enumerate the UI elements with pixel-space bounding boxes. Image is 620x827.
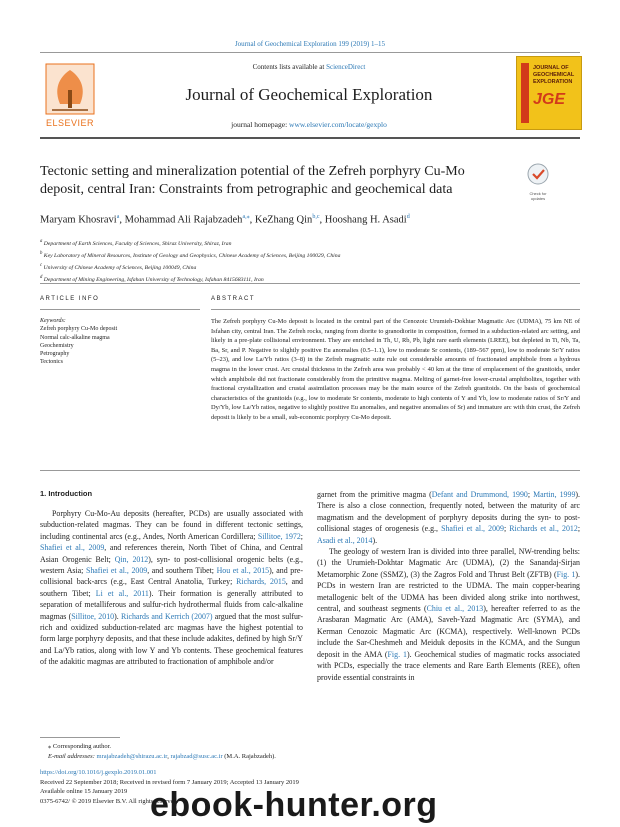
author-name[interactable]: Maryam Khosravi: [40, 214, 117, 226]
body-text: ;: [577, 524, 581, 534]
body-text: , and southern Tibet;: [40, 577, 303, 598]
body-text: ;: [300, 531, 303, 541]
watermark-text: ebook-hunter.org: [150, 786, 438, 824]
email-suffix: (M.A. Rajabzadeh).: [222, 753, 276, 760]
citation-link[interactable]: Richards and Kerrich (2007): [121, 611, 213, 621]
body-text: Porphyry Cu-Mo-Au deposits (hereafter, PCDs) are usually associated with subduction-related magmas. They can be found in different tectonic settings, including continental arcs (e.g., Andes, North American Cordillera;: [40, 509, 303, 541]
body-text: ). PCDs in western Iran are restricted to the UDMA. The main copper-bearing metallogenic belt of the UDMA has been divided along strike into northwest, central, and southeast segments (: [317, 569, 580, 614]
affiliation-mark: b: [40, 250, 43, 256]
citation-link[interactable]: Shafiei et al., 2009: [40, 543, 105, 553]
body-text: argued that the most sulfur-rich and oxidized subduction-related arc magmas have the highest potential to form large porphyry deposits, and that these include adakites, defined by high Sr/Y and La/Yb ratios, along with low Y and Yb contents. These geochemical features of the adakitic magmas are attributed to fractionation of amphibole and/or: [40, 611, 304, 667]
body-text: ), and pre-collisional back-arcs (e.g., East Central Anatolia, Turkey;: [40, 566, 303, 587]
abstract-bottom-rule: [40, 470, 580, 471]
homepage-link[interactable]: www.elsevier.com/locate/gexplo: [289, 120, 387, 129]
abstract-text: The Zefreh porphyry Cu-Mo deposit is located in the central part of the Cenozoic Urumieh-Dokhtar Magmatic Arc (UDMA), 75 km NE of Isfahan city, central Iran. The Zefreh rocks, ranging from diorite to granodiorite in composition, formed in a subduction-related arc setting, and likely in a pre-plate collisional environment. They are enriched in Th, U, Rb, Pb, light rare earth elements (LREE), but depleted in Ti, Nb, Ta, Ba, Sr, and P. Negative to slightly positive Eu anomalies (0.5–1.1), low to moderate Sr contents, (189–567 ppm), low to moderate Sr/Y ratios (5–23), and low La/Yb ratios (3–8) in the Zefreh magmatic suite rule out considerable amounts of fractionated amphibole from a hydrous magma in the lower crust. Arc crustal thickness in the Zefreh area was probably < 40 km at the time of emplacement of the granitoids, under which amphibole did not fractionate considerably from the primitive magma. Melting of garnet-free lower-crustal amphibolites, together with fractional crystallization and crustal assimilation processes may be the main source of the Zefreh granitoids. On the basis of geochemical characteristics of the granitoids (e.g., low to moderate Sr contents, moderate to high contents of Y and Yb, low to moderate ratios of Sr/Y and Dy/Yb, low La/Yb ratios, negative to slightly positive Eu anomalies, and negative anomalies of Sr) and immature arc with thin crust, the Zefreh deposit is likely to be a small, sub-economic porphyry Cu-Mo deposit.: [211, 318, 580, 421]
body-text: , and southern Tibet;: [147, 566, 217, 576]
article-info-rule: [40, 309, 200, 310]
author-affiliation-mark[interactable]: a,⁎: [242, 214, 250, 220]
author-name[interactable]: Hooshang H. Asadi: [324, 214, 407, 226]
citation-link[interactable]: Hou et al., 2015: [216, 566, 270, 576]
contents-line: [110, 63, 508, 71]
citation-link[interactable]: Richards et al., 2012: [509, 524, 578, 534]
corresponding-author-note: ⁎ Corresponding author.: [48, 743, 112, 750]
keyword: Normal calc-alkaline magma: [40, 334, 110, 341]
body-text: ), syn- to post-collisional orogenic belts (e.g., western Asia;: [40, 554, 303, 576]
body-text: ).: [372, 535, 378, 545]
article-info-heading: ARTICLE INFO: [40, 296, 100, 302]
homepage-prefix: journal homepage:: [231, 120, 290, 129]
email-link[interactable]: rajabzad@susc.ac.ir: [170, 753, 223, 760]
check-updates-icon: [522, 162, 554, 186]
citation-link[interactable]: Shafiei et al., 2009: [85, 566, 148, 576]
body-paragraph: [317, 489, 580, 546]
body-text: , and references therein, North Tibet of China, and Central Asian Orogenic Belt;: [40, 543, 304, 564]
affiliation: [40, 249, 580, 261]
received-dates: Received 22 September 2018; Received in revised form 7 January 2019; Accepted 13 January 2019: [40, 778, 299, 786]
email-link[interactable]: mrajabzadeh@shirazu.ac.ir: [96, 753, 168, 760]
journal-homepage: [110, 120, 508, 129]
keyword: Petrography: [40, 351, 70, 358]
citation-link[interactable]: Shafiei et al., 2009: [441, 524, 504, 534]
copyright: 0375-6742/ © 2019 Elsevier B.V. All rights reserved.: [40, 797, 179, 805]
author-list: Maryam Khosravi$^a$, Mohammad Ali Rajabzadeh$^{a,⁎}$, KeZhang Qin$^{b,c}$, Hooshang H. Asadi$^d$: [40, 214, 410, 226]
cover-title-line: EXPLORATION: [533, 79, 573, 85]
author-affiliation-mark[interactable]: a: [116, 214, 120, 220]
citation-link[interactable]: Li et al., 2011: [95, 588, 149, 598]
author-affiliation-mark[interactable]: d: [406, 214, 410, 220]
check-for-updates-badge[interactable]: [522, 162, 554, 201]
body-paragraph: [40, 508, 303, 668]
citation-link[interactable]: Martin, 1999: [533, 490, 576, 499]
affiliation-text: Department of Mining Engineering, Isfahan University of Technology, Isfahan 8415683111, Iran: [43, 276, 264, 283]
keyword: Geochemistry: [40, 342, 74, 349]
abstract-rule: [211, 309, 580, 310]
body-text: ;: [527, 490, 534, 499]
affiliation-text: University of Chinese Academy of Sciences, Beijing 100049, China: [43, 264, 197, 271]
affiliation-mark: a: [40, 239, 43, 244]
article-title: Tectonic setting and mineralization potential of the Zefreh porphyry Cu-Mo deposit, central Iran: Constraints from petrographic and geochemical data: [40, 164, 465, 197]
author-name[interactable]: Mohammad Ali Rajabzadeh: [124, 214, 243, 226]
body-text: garnet from the primitive magma (: [317, 490, 432, 499]
sciencedirect-link[interactable]: ScienceDirect: [326, 63, 366, 71]
check-updates-label: Check for updates: [529, 191, 547, 201]
cover-abbrev: JGE: [533, 91, 566, 108]
affiliation-mark: c: [40, 262, 43, 268]
elsevier-logo: [40, 60, 100, 132]
doi-link[interactable]: https://doi.org/10.1016/j.gexplo.2019.01.001: [40, 769, 157, 776]
citation-link[interactable]: Fig. 1: [556, 569, 576, 579]
affiliation-mark: d: [40, 274, 43, 280]
keywords-block: [40, 317, 200, 367]
affiliations: [40, 237, 580, 285]
contents-prefix: Contents lists available at: [252, 63, 327, 71]
citation-link[interactable]: Asadi et al., 2014: [317, 535, 373, 545]
cover-title-line: GEOCHEMICAL: [533, 72, 575, 78]
citation-link[interactable]: Sillitoe, 1972: [257, 531, 301, 541]
section-heading-introduction: 1. Introduction: [40, 489, 93, 498]
body-text: The geology of western Iran is divided into three parallel, NW-trending belts: (1) the Urumieh-Dokhtar Magmatic Arc (UDMA), (2) the Sanandaj-Sirjan Metamorphic Zone (SSMZ), (3) the Zagros Fold and Thrust Belt (ZFTB) (: [317, 547, 580, 579]
author-affiliation-mark[interactable]: b,c: [312, 214, 320, 220]
cover-stripe: [521, 63, 529, 123]
online-date: Available online 15 January 2019: [40, 788, 128, 795]
affiliation-text: Department of Earth Sciences, Faculty of Sciences, Shiraz University, Shiraz, Iran: [43, 240, 232, 247]
affiliation-text: Key Laboratory of Mineral Resources, Institute of Geology and Geophysics, Chinese Academy of Sciences, Beijing 100029, China: [43, 252, 341, 259]
citation-link[interactable]: Fig. 1: [387, 649, 407, 659]
header-rule-bottom: [40, 137, 580, 139]
author-name[interactable]: KeZhang Qin: [254, 214, 313, 226]
body-paragraph: [317, 546, 580, 683]
citation-link[interactable]: Sillitoe, 2010: [71, 611, 115, 621]
affiliation: [40, 261, 580, 273]
email-label: E-mail addresses:: [48, 753, 97, 760]
footnote-rule: [40, 737, 120, 738]
body-text: ;: [503, 524, 510, 534]
header-rule-top: [40, 52, 580, 53]
abstract-heading: ABSTRACT: [211, 296, 256, 302]
body-text: ), hereafter referred to as the Arasbaran Magmatic Arc (AMA), Saveh-Yazd Magmatic Arc (SYMA), and Kerman Cenozoic Magmatic Arc (KCMA), respectively. Well-known PCDs include the Sar-Cheshmeh and Meiduk deposits in the KCMA, and the Sungun deposit in the AMA (: [317, 604, 580, 659]
keyword: Tectonics: [40, 359, 63, 366]
journal-cover[interactable]: [516, 56, 582, 130]
publisher-name: ELSEVIER: [45, 118, 95, 128]
citation-link[interactable]: Qin, 2012: [114, 554, 149, 564]
email-line: [40, 752, 580, 762]
affiliation: [40, 237, 580, 249]
body-text: ). Their formation is generally attributed to separation of metalliferous and sulfur-rich hydrothermal fluids from calc-alkaline magmas (: [40, 588, 303, 621]
citation-link[interactable]: Defant and Drummond, 1990: [431, 490, 528, 499]
journal-citation[interactable]: Journal of Geochemical Exploration 199 (2019) 1–15: [234, 40, 386, 48]
body-column-left: [40, 508, 303, 668]
cover-title-line: JOURNAL OF: [533, 65, 569, 71]
footnote: [40, 742, 580, 762]
body-text: ). There is also a close connection, frequently noted, between the maturity of arc magmatism and the development of porphyry deposits during the syn- to post-collisional stages of orogenesis (e.g.,: [317, 490, 580, 534]
citation-link[interactable]: Richards, 2015: [236, 577, 286, 587]
journal-title: Journal of Geochemical Exploration: [185, 85, 433, 104]
affiliation-rule: [40, 283, 580, 284]
keywords-label: Keywords:: [40, 318, 66, 324]
citation-link[interactable]: Chiu et al., 2013: [426, 604, 484, 614]
body-column-right: [317, 489, 580, 683]
body-text: ). Geochemical studies of magmatic rocks associated with PCDs, especially the trace elements and Rare Earth Elements (REE), often provide essential constraints in: [317, 649, 580, 682]
email-separator: ,: [167, 753, 171, 760]
keyword: Zefreh porphyry Cu-Mo deposit: [40, 326, 118, 333]
body-text: ).: [114, 611, 121, 621]
